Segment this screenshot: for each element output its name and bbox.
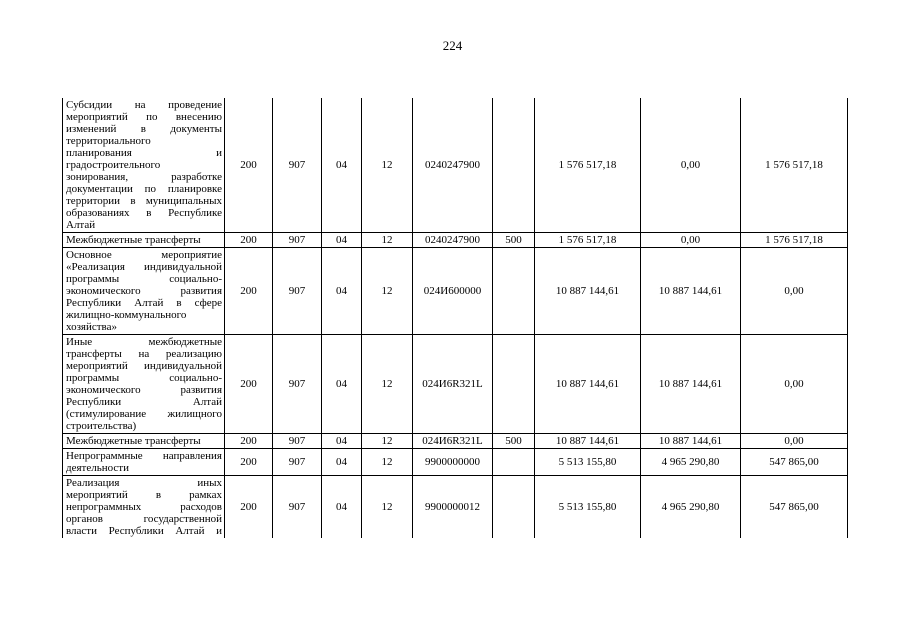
table-row: [63, 335, 848, 434]
target-article-cell: 9900000012: [413, 476, 493, 539]
target-article-cell: 024И6R321L: [413, 335, 493, 434]
division-code-cell: 04: [322, 233, 362, 248]
expense-type-cell: 500: [493, 434, 535, 449]
expense-name-line: экономического развития: [66, 285, 222, 297]
expense-type-cell: [493, 335, 535, 434]
expense-name-line: Республики Алтай: [66, 396, 222, 408]
expense-name-line: мероприятий по внесению: [66, 111, 222, 123]
expense-name-line: зонирования, разработке: [66, 171, 222, 183]
expense-name-line: Алтай: [66, 219, 96, 231]
table-row: [63, 248, 848, 335]
expense-name-line: деятельности: [66, 462, 129, 474]
expense-name-line: органов государственной: [66, 513, 222, 525]
expense-name-line: мероприятий в рамках: [66, 489, 222, 501]
expense-name-cell: [63, 449, 225, 476]
division-code-cell: 04: [322, 335, 362, 434]
target-article-cell: 0240247900: [413, 233, 493, 248]
section-code-cell: 200: [225, 434, 273, 449]
amount-total-cell: 5 513 155,80: [535, 449, 641, 476]
expense-name-line: программы социально-: [66, 273, 222, 285]
page-number: 224: [442, 38, 463, 53]
expense-type-cell: 500: [493, 233, 535, 248]
amount-federal-cell: 0,00: [641, 98, 741, 233]
amount-regional-cell: 0,00: [741, 335, 848, 434]
expense-name-line: изменений в документы: [66, 123, 222, 135]
expense-name-line: жилищно-коммунального: [66, 309, 187, 321]
expense-name-cell: [63, 233, 225, 248]
section-code-cell: 200: [225, 98, 273, 233]
section-code-cell: 200: [225, 335, 273, 434]
expense-name-line: программы социально-: [66, 372, 222, 384]
amount-federal-cell: 10 887 144,61: [641, 248, 741, 335]
expense-name-line: Иные межбюджетные: [66, 336, 222, 348]
amount-federal-cell: 0,00: [641, 233, 741, 248]
amount-federal-cell: 4 965 290,80: [641, 449, 741, 476]
expense-name-line: непрограммных расходов: [66, 501, 222, 513]
expense-name-line: «Реализация индивидуальной: [66, 261, 222, 273]
expense-name-line: Субсидии на проведение: [66, 99, 222, 111]
expense-name-line: хозяйства»: [66, 321, 117, 333]
division-code-cell: 04: [322, 434, 362, 449]
expense-name-line: планирования и: [66, 147, 222, 159]
section-code-cell: 200: [225, 233, 273, 248]
division-code-cell: 04: [322, 98, 362, 233]
expense-type-cell: [493, 449, 535, 476]
expense-name-cell: [63, 98, 225, 233]
subdivision-code-cell: 12: [362, 248, 413, 335]
amount-total-cell: 1 576 517,18: [535, 98, 641, 233]
expense-type-cell: [493, 476, 535, 539]
expense-name-cell: [63, 335, 225, 434]
expense-name-line: экономического развития: [66, 384, 222, 396]
ministry-code-cell: 907: [273, 248, 322, 335]
ministry-code-cell: 907: [273, 335, 322, 434]
table-row: [63, 233, 848, 248]
expense-name-cell: [63, 434, 225, 449]
amount-regional-cell: 547 865,00: [741, 476, 848, 539]
expense-name-line: территории в муниципальных: [66, 195, 222, 207]
subdivision-code-cell: 12: [362, 476, 413, 539]
ministry-code-cell: 907: [273, 434, 322, 449]
amount-total-cell: 10 887 144,61: [535, 434, 641, 449]
amount-regional-cell: 1 576 517,18: [741, 233, 848, 248]
table-row: [63, 434, 848, 449]
target-article-cell: 0240247900: [413, 98, 493, 233]
expense-name-line: Межбюджетные трансферты: [66, 234, 201, 246]
amount-regional-cell: 0,00: [741, 248, 848, 335]
amount-federal-cell: 10 887 144,61: [641, 335, 741, 434]
table-row: [63, 98, 848, 233]
expense-name-line: документации по планировке: [66, 183, 222, 195]
section-code-cell: 200: [225, 248, 273, 335]
amount-total-cell: 10 887 144,61: [535, 335, 641, 434]
expense-name-line: мероприятий индивидуальной: [66, 360, 222, 372]
division-code-cell: 04: [322, 476, 362, 539]
budget-table: [62, 98, 848, 538]
amount-regional-cell: 0,00: [741, 434, 848, 449]
expense-type-cell: [493, 98, 535, 233]
ministry-code-cell: 907: [273, 449, 322, 476]
expense-name-line: Республики Алтай в сфере: [66, 297, 222, 309]
amount-regional-cell: 547 865,00: [741, 449, 848, 476]
section-code-cell: 200: [225, 476, 273, 539]
expense-name-line: Непрограммные направления: [66, 450, 222, 462]
expense-name-line: (стимулирование жилищного: [66, 408, 222, 420]
subdivision-code-cell: 12: [362, 98, 413, 233]
table-row: [63, 476, 848, 539]
target-article-cell: 024И600000: [413, 248, 493, 335]
subdivision-code-cell: 12: [362, 434, 413, 449]
division-code-cell: 04: [322, 248, 362, 335]
target-article-cell: 9900000000: [413, 449, 493, 476]
expense-name-cell: [63, 248, 225, 335]
section-code-cell: 200: [225, 449, 273, 476]
division-code-cell: 04: [322, 449, 362, 476]
expense-name-line: трансферты на реализацию: [66, 348, 222, 360]
amount-total-cell: 1 576 517,18: [535, 233, 641, 248]
expense-name-line: власти Республики Алтай и: [66, 525, 222, 537]
expense-name-line: Основное мероприятие: [66, 249, 222, 261]
expense-name-cell: [63, 476, 225, 539]
amount-total-cell: 10 887 144,61: [535, 248, 641, 335]
subdivision-code-cell: 12: [362, 335, 413, 434]
ministry-code-cell: 907: [273, 98, 322, 233]
expense-name-line: образованиях в Республике: [66, 207, 222, 219]
expense-name-line: территориального: [66, 135, 151, 147]
expense-name-line: градостроительного: [66, 159, 161, 171]
ministry-code-cell: 907: [273, 476, 322, 539]
amount-total-cell: 5 513 155,80: [535, 476, 641, 539]
expense-type-cell: [493, 248, 535, 335]
expense-name-line: строительства): [66, 420, 137, 432]
table-row: [63, 449, 848, 476]
amount-federal-cell: 4 965 290,80: [641, 476, 741, 539]
target-article-cell: 024И6R321L: [413, 434, 493, 449]
subdivision-code-cell: 12: [362, 449, 413, 476]
expense-name-line: Межбюджетные трансферты: [66, 435, 201, 447]
ministry-code-cell: 907: [273, 233, 322, 248]
expense-name-line: Реализация иных: [66, 477, 222, 489]
subdivision-code-cell: 12: [362, 233, 413, 248]
amount-regional-cell: 1 576 517,18: [741, 98, 848, 233]
amount-federal-cell: 10 887 144,61: [641, 434, 741, 449]
